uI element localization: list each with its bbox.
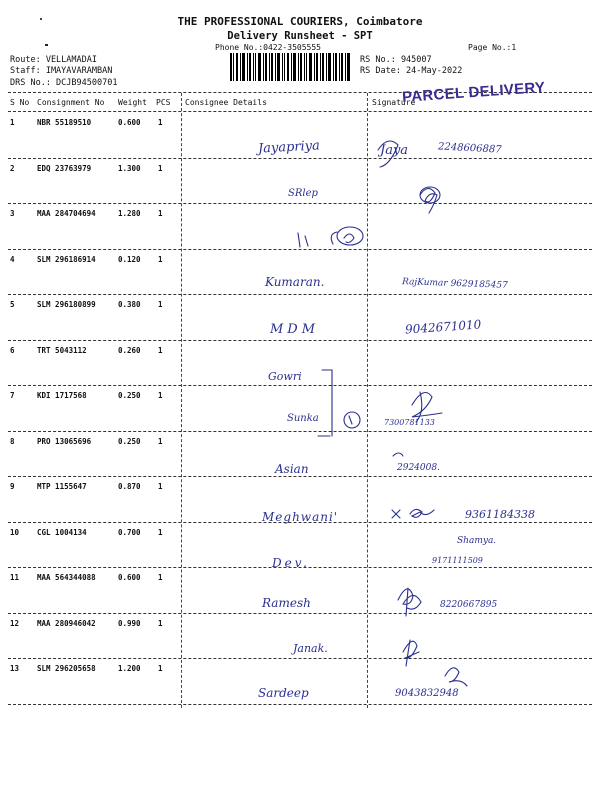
cell-weight: 0.260 <box>118 345 141 355</box>
parcel-delivery-stamp: PARCEL DELIVERY <box>401 79 546 106</box>
cell-consignment: SLM 296205658 <box>37 664 96 673</box>
cell-consignment: MTP 1155647 <box>37 482 87 491</box>
cell-weight: 0.600 <box>118 118 141 127</box>
handwritten-phone: 9361184338 <box>465 508 535 521</box>
cell-weight: 0.250 <box>118 436 141 446</box>
handwritten-phone: 9171111509 <box>432 556 483 565</box>
cell-consignment: KDI 1717568 <box>37 391 87 400</box>
handwritten-phone: 9042671010 <box>404 317 482 337</box>
cell-weight: 0.380 <box>118 300 141 309</box>
cell-weight: 1.300 <box>118 163 141 173</box>
cell-weight: 0.700 <box>118 527 141 537</box>
runsheet-subtitle: Delivery Runsheet - SPT <box>227 30 373 42</box>
cell-consignment: CGL 1004134 <box>37 527 87 537</box>
cell-sno: 11 <box>10 573 20 582</box>
handwritten-phone: 9043832948 <box>395 688 459 699</box>
handwritten-consignee-name: Janak. <box>293 642 328 655</box>
cell-consignment: SLM 296186914 <box>37 254 96 264</box>
cell-sno: 12 <box>10 618 20 628</box>
cell-sno: 5 <box>10 300 15 309</box>
handwritten-consignee-name: MDM <box>270 322 320 337</box>
page-number: Page No.:1 <box>468 43 517 52</box>
route-label: Route: VELLAMADAI <box>10 55 97 65</box>
cell-consignment: PRO 13065696 <box>37 436 92 446</box>
cell-pcs: 1 <box>158 254 163 264</box>
cell-sno: 3 <box>10 209 15 218</box>
column-header-consignee: Consignee Details <box>185 98 267 107</box>
handwritten-signature: Shamya. <box>457 536 497 546</box>
column-header-weight: Weight <box>118 98 147 107</box>
cell-consignment: MAA 284704694 <box>37 209 96 218</box>
cell-sno: 13 <box>10 664 20 673</box>
cell-consignment: NBR 55189510 <box>37 118 92 127</box>
column-header-consignment: Consignment No <box>37 98 105 107</box>
column-header-pcs: PCS <box>156 98 171 107</box>
cell-consignment: SLM 296180899 <box>37 300 96 309</box>
cell-weight: 0.120 <box>118 254 141 264</box>
cell-sno: 2 <box>10 163 15 173</box>
handwritten-signature: Jaya <box>380 143 409 158</box>
cell-weight: 0.990 <box>118 618 141 628</box>
cell-pcs: 1 <box>158 345 163 355</box>
handwritten-consignee-name: Ramesh <box>262 596 311 610</box>
cell-pcs: 1 <box>158 118 163 127</box>
cell-pcs: 1 <box>158 163 163 173</box>
cell-sno: 9 <box>10 482 15 491</box>
cell-consignment: MAA 280946042 <box>37 618 96 628</box>
cell-pcs: 1 <box>158 436 163 446</box>
cell-sno: 1 <box>10 118 15 127</box>
cell-pcs: 1 <box>158 618 163 628</box>
cell-consignment: MAA 564344088 <box>37 573 96 582</box>
cell-consignment: TRT 5043112 <box>37 345 87 355</box>
company-title: THE PROFESSIONAL COURIERS, Coimbatore <box>177 15 423 28</box>
handwritten-phone: 8220667895 <box>440 600 498 610</box>
cell-pcs: 1 <box>158 573 163 582</box>
cell-pcs: 1 <box>158 391 163 400</box>
cell-weight: 1.200 <box>118 664 141 673</box>
handwritten-consignee-name: Dev. <box>272 556 310 570</box>
handwritten-consignee-name: SRlep <box>288 188 318 199</box>
cell-sno: 8 <box>10 436 15 446</box>
handwritten-phone: 7300781133 <box>384 418 435 427</box>
cell-pcs: 1 <box>158 482 163 491</box>
column-header-signature: Signature <box>372 98 416 107</box>
phone-number: Phone No.:0422-3505555 <box>215 43 321 52</box>
cell-pcs: 1 <box>158 664 163 673</box>
cell-sno: 10 <box>10 527 20 537</box>
cell-pcs: 1 <box>158 209 163 218</box>
handwritten-consignee-name: Jayapriya <box>257 138 321 157</box>
rs-date: RS Date: 24-May-2022 <box>360 66 463 76</box>
handwritten-phone: RajKumar 9629185457 <box>401 277 508 291</box>
cell-weight: 0.600 <box>118 573 141 582</box>
cell-pcs: 1 <box>158 527 163 537</box>
staff-label: Staff: IMAYAVARAMBAN <box>10 66 113 76</box>
handwritten-consignee-name: Gowri <box>268 370 302 383</box>
cell-weight: 0.250 <box>118 391 141 400</box>
cell-weight: 1.280 <box>118 209 141 218</box>
cell-weight: 0.870 <box>118 482 141 491</box>
cell-sno: 7 <box>10 391 15 400</box>
cell-pcs: 1 <box>158 300 163 309</box>
cell-sno: 6 <box>10 345 15 355</box>
handwritten-consignee-name: Kumaran. <box>265 275 325 289</box>
handwritten-consignee-name: Meghwani' <box>262 510 339 524</box>
handwritten-phone: 2248606887 <box>437 141 502 156</box>
handwritten-phone: 2924008. <box>397 463 440 473</box>
rs-number: RS No.: 945007 <box>360 55 432 65</box>
cell-consignment: EDQ 23763979 <box>37 163 92 173</box>
handwritten-consignee-name: Asian <box>275 462 309 476</box>
handwritten-consignee-name: Sardeep <box>258 686 309 700</box>
cell-sno: 4 <box>10 254 15 264</box>
drs-number: DRS No.: DCJB94500701 <box>10 78 118 88</box>
column-header-sno: S No <box>10 98 30 107</box>
handwritten-consignee-name: Sunka <box>287 413 319 424</box>
